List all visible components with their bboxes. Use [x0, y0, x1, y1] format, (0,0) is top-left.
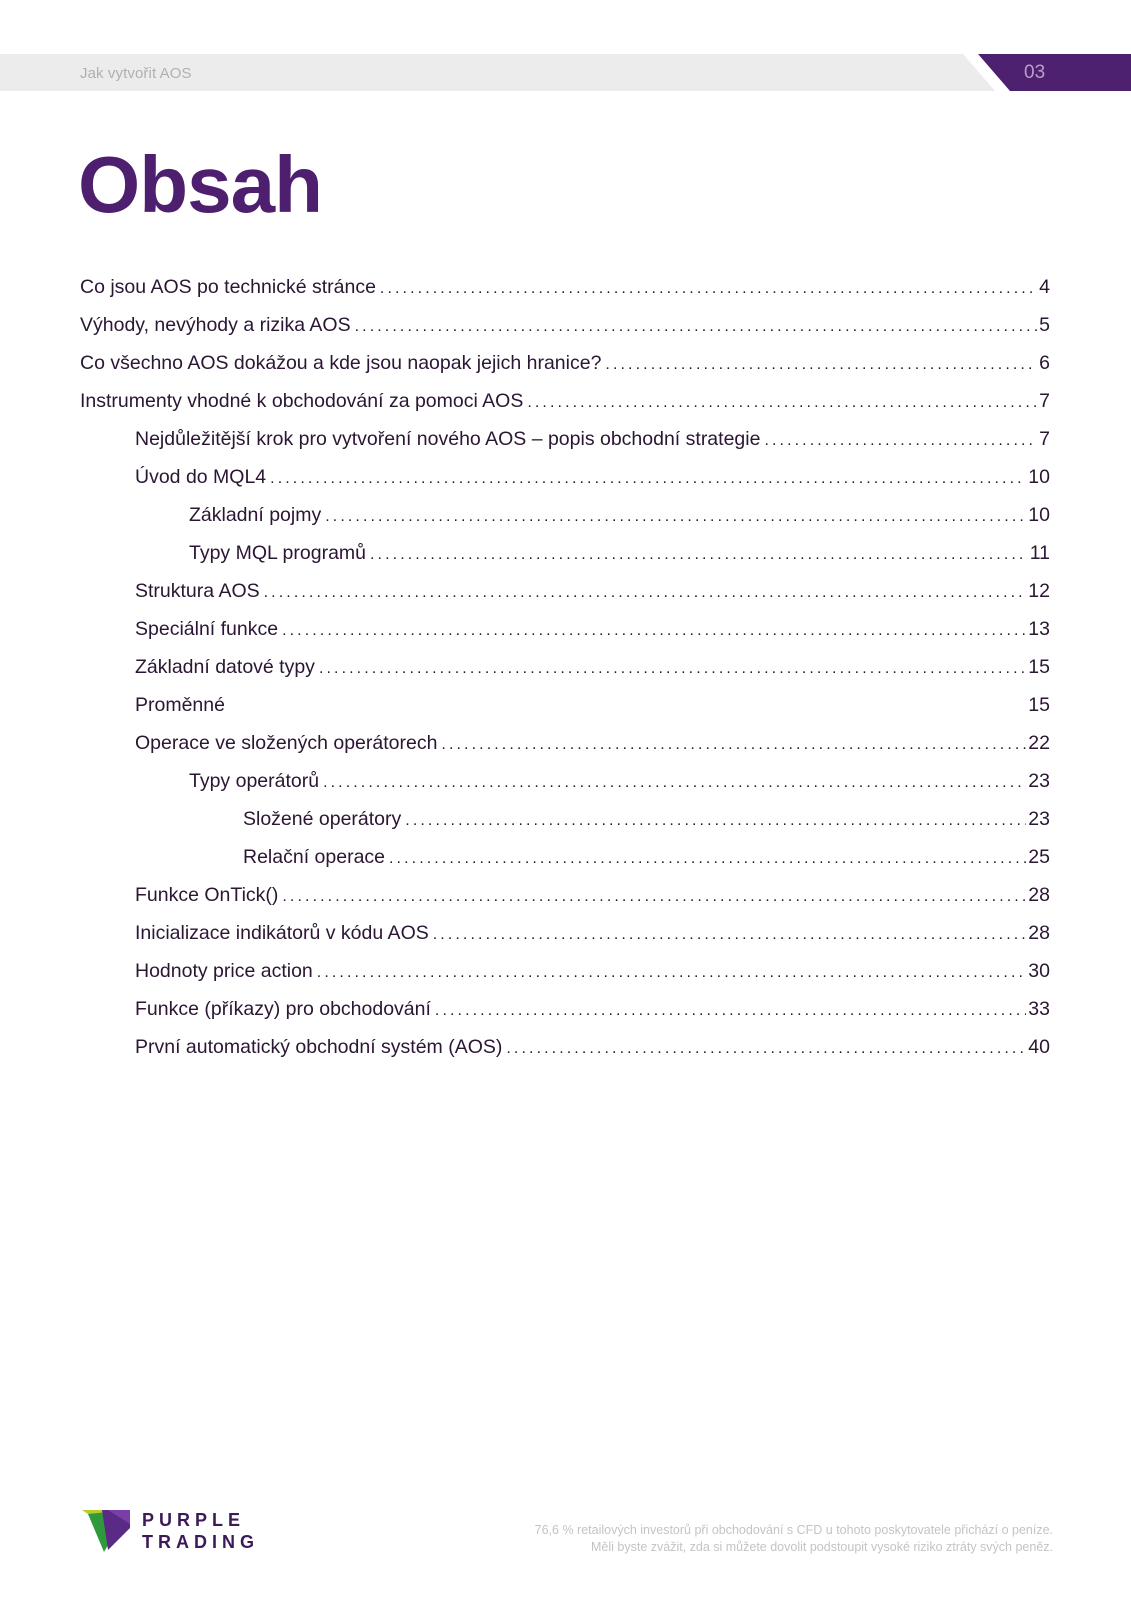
toc-entry-page-number: 28: [1028, 884, 1050, 906]
toc-entry-page-number: 23: [1028, 808, 1050, 830]
toc-entry-label: Složené operátory: [243, 808, 402, 830]
toc-entry[interactable]: [80, 580, 1050, 618]
toc-entry-page-number: 23: [1028, 770, 1050, 792]
toc-entry[interactable]: [80, 694, 1050, 732]
toc-entry-page-number: 6: [1039, 352, 1050, 374]
toc-entry-label: Úvod do MQL4: [135, 466, 267, 488]
toc-entry-page-number: 15: [1028, 694, 1050, 716]
toc-entry-label: Co všechno AOS dokážou a kde jsou naopak jejich hranice?: [80, 352, 602, 374]
toc-entry-page-number: 40: [1028, 1036, 1050, 1058]
toc-entry-label: Funkce (příkazy) pro obchodování: [135, 998, 431, 1020]
toc-entry[interactable]: [80, 884, 1050, 922]
toc-dot-leader: [282, 888, 1026, 906]
toc-entry-label: Funkce OnTick(): [135, 884, 279, 906]
page-header: [0, 54, 1131, 91]
toc-entry-page-number: 22: [1028, 732, 1050, 754]
toc-dot-leader: [605, 356, 1037, 374]
toc-dot-leader: [325, 508, 1026, 526]
toc-dot-leader: [355, 318, 1038, 336]
risk-disclaimer: [413, 1522, 1053, 1556]
toc-entry[interactable]: [80, 276, 1050, 314]
toc-entry[interactable]: [80, 542, 1050, 580]
toc-entry-label: Typy operátorů: [189, 770, 320, 792]
toc-entry-label: Relační operace: [243, 846, 386, 868]
toc-entry-label: Co jsou AOS po technické stránce: [80, 276, 376, 298]
toc-entry-label: Výhody, nevýhody a rizika AOS: [80, 314, 351, 336]
toc-dot-leader: [441, 736, 1026, 754]
toc-entry[interactable]: [80, 1036, 1050, 1074]
toc-entry[interactable]: [80, 656, 1050, 694]
toc-entry-label: Základní pojmy: [189, 504, 322, 526]
toc-dot-leader: [506, 1040, 1026, 1058]
toc-entry-page-number: 30: [1028, 960, 1050, 982]
toc-dot-leader: [433, 926, 1027, 944]
toc-entry[interactable]: [80, 352, 1050, 390]
toc-dot-leader: [319, 660, 1026, 678]
toc-entry-page-number: 15: [1028, 656, 1050, 678]
toc-entry-label: Hodnoty price action: [135, 960, 313, 982]
toc-dot-leader: [380, 280, 1037, 298]
toc-entry-label: Proměnné: [135, 694, 225, 716]
toc-entry[interactable]: [80, 732, 1050, 770]
header-document-title: Jak vytvořit AOS: [80, 65, 192, 82]
header-page-number: 03: [1024, 62, 1046, 83]
page-title: Obsah: [78, 140, 322, 229]
toc-dot-leader: [370, 546, 1028, 564]
toc-entry-page-number: 13: [1028, 618, 1050, 640]
logo-text-purple: PURPLE: [142, 1510, 246, 1530]
toc-entry-page-number: 7: [1039, 428, 1050, 450]
toc-dot-leader: [317, 964, 1027, 982]
toc-entry-label: Základní datové typy: [135, 656, 315, 678]
disclaimer-line-1: 76,6 % retailových investorů při obchodování s CFD u tohoto poskytovatele přichází o peníze.: [534, 1523, 1053, 1537]
table-of-contents: [80, 276, 1050, 1074]
toc-entry[interactable]: [80, 390, 1050, 428]
purple-trading-logo-icon: [82, 1510, 132, 1554]
toc-dot-leader: [435, 1002, 1026, 1020]
purple-trading-logo: [82, 1510, 267, 1560]
toc-entry-page-number: 10: [1028, 504, 1050, 526]
toc-entry[interactable]: [80, 846, 1050, 884]
toc-entry[interactable]: [80, 504, 1050, 542]
toc-entry-label: Nejdůležitější krok pro vytvoření nového AOS – popis obchodní strategie: [135, 428, 761, 450]
toc-entry-page-number: 7: [1039, 390, 1050, 412]
toc-entry-label: Speciální funkce: [135, 618, 279, 640]
toc-entry-label: Instrumenty vhodné k obchodování za pomoci AOS: [80, 390, 524, 412]
toc-dot-leader: [323, 774, 1026, 792]
toc-entry[interactable]: [80, 808, 1050, 846]
toc-entry[interactable]: [80, 770, 1050, 808]
toc-entry[interactable]: [80, 922, 1050, 960]
toc-entry-page-number: 11: [1029, 542, 1050, 564]
toc-entry[interactable]: [80, 618, 1050, 656]
toc-dot-leader: [270, 470, 1026, 488]
toc-entry-page-number: 5: [1039, 314, 1050, 336]
toc-dot-leader: [389, 850, 1026, 868]
toc-entry-page-number: 25: [1028, 846, 1050, 868]
toc-dot-leader: [527, 394, 1037, 412]
toc-entry[interactable]: [80, 466, 1050, 504]
toc-entry-label: Inicializace indikátorů v kódu AOS: [135, 922, 429, 944]
toc-entry-label: První automatický obchodní systém (AOS): [135, 1036, 503, 1058]
toc-entry-page-number: 28: [1028, 922, 1050, 944]
toc-dot-leader: [764, 432, 1037, 450]
toc-entry-page-number: 12: [1028, 580, 1050, 602]
toc-entry-label: Operace ve složených operátorech: [135, 732, 438, 754]
toc-dot-leader: [282, 622, 1026, 640]
logo-text-trading: TRADING: [142, 1532, 259, 1552]
toc-entry-page-number: 10: [1028, 466, 1050, 488]
toc-entry-label: Typy MQL programů: [189, 542, 367, 564]
toc-entry[interactable]: [80, 960, 1050, 998]
toc-dot-leader: [405, 812, 1026, 830]
toc-entry[interactable]: [80, 428, 1050, 466]
disclaimer-line-2: Měli byste zvážit, zda si můžete dovolit podstoupit vysoké riziko ztráty svých peněz.: [591, 1540, 1053, 1554]
toc-dot-leader: [264, 584, 1027, 602]
toc-entry[interactable]: [80, 314, 1050, 352]
toc-entry[interactable]: [80, 998, 1050, 1036]
toc-entry-page-number: 33: [1028, 998, 1050, 1020]
toc-entry-page-number: 4: [1039, 276, 1050, 298]
toc-entry-label: Struktura AOS: [135, 580, 260, 602]
